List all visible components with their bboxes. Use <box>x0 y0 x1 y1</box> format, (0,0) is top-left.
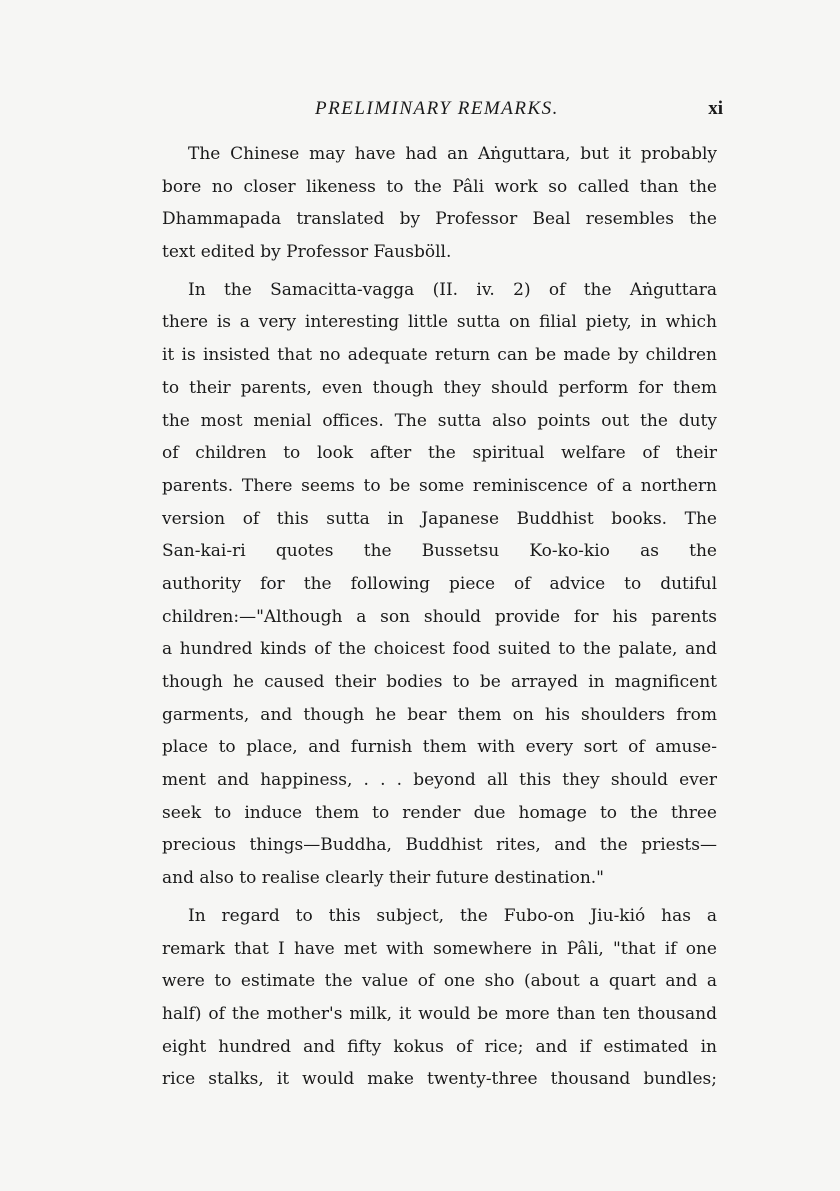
text-line: of children to look after the spiritual welfare of their <box>162 443 717 464</box>
text-line: though he caused their bodies to be arrayed in magnificent <box>162 672 717 692</box>
text-line: Dhammapada translated by Professor Beal resembles the <box>162 209 717 230</box>
running-head <box>163 98 723 128</box>
text-line: The Chinese may have had an Aṅguttara, but it probably <box>188 144 717 164</box>
page-number: xi <box>708 98 723 119</box>
text-line: remark that I have met with somewhere in Pâli, "that if one <box>162 938 717 959</box>
text-line: half) of the mother's milk, it would be more than ten thousand <box>162 1003 717 1024</box>
text-line: the most menial offices. The sutta also points out the duty <box>162 410 717 431</box>
text-line: garments, and though he bear them on his shoulders from <box>162 704 717 725</box>
running-title: PRELIMINARY REMARKS. <box>315 98 559 119</box>
text-line: a hundred kinds of the choicest food suited to the palate, and <box>162 639 717 660</box>
text-line: and also to realise clearly their future destination." <box>162 868 604 889</box>
text-line: version of this sutta in Japanese Buddhist books. The <box>162 508 717 529</box>
text-line: there is a very interesting little sutta on filial piety, in which <box>162 312 717 333</box>
text-line: were to estimate the value of one sho (about a quart and a <box>162 971 717 992</box>
text-line: eight hundred and fifty kokus of rice; and if estimated in <box>162 1036 717 1057</box>
text-line: children:—"Although a son should provide for his parents <box>162 606 717 627</box>
paragraph <box>162 900 717 1096</box>
text-line: rice stalks, it would make twenty-three thousand bundles; <box>162 1069 717 1090</box>
text-line: authority for the following piece of advice to dutiful <box>162 573 717 594</box>
text-line: San-kai-ri quotes the Bussetsu Ko-ko-kio as the <box>162 541 717 562</box>
text-line: to their parents, even though they should perform for them <box>162 377 717 398</box>
text-line: it is insisted that no adequate return can be made by children <box>162 345 717 366</box>
text-line: precious things—Buddha, Buddhist rites, and the priests— <box>162 835 717 856</box>
text-line: bore no closer likeness to the Pâli work so called than the <box>162 176 717 197</box>
paragraph <box>162 138 717 269</box>
body-text <box>162 138 717 1096</box>
text-line: seek to induce them to render due homage to the three <box>162 802 717 823</box>
paragraph <box>162 274 717 895</box>
text-line: In the Samacitta-vagga (II. iv. 2) of the Aṅguttara <box>188 279 717 300</box>
text-line: text edited by Professor Fausböll. <box>162 242 452 263</box>
text-line: ment and happiness, . . . beyond all this they should ever <box>162 770 717 791</box>
text-line: place to place, and furnish them with every sort of amuse- <box>162 737 717 758</box>
text-line: In regard to this subject, the Fubo-on Jiu-kió has a <box>188 905 717 926</box>
text-line: parents. There seems to be some reminiscence of a northern <box>162 475 717 496</box>
